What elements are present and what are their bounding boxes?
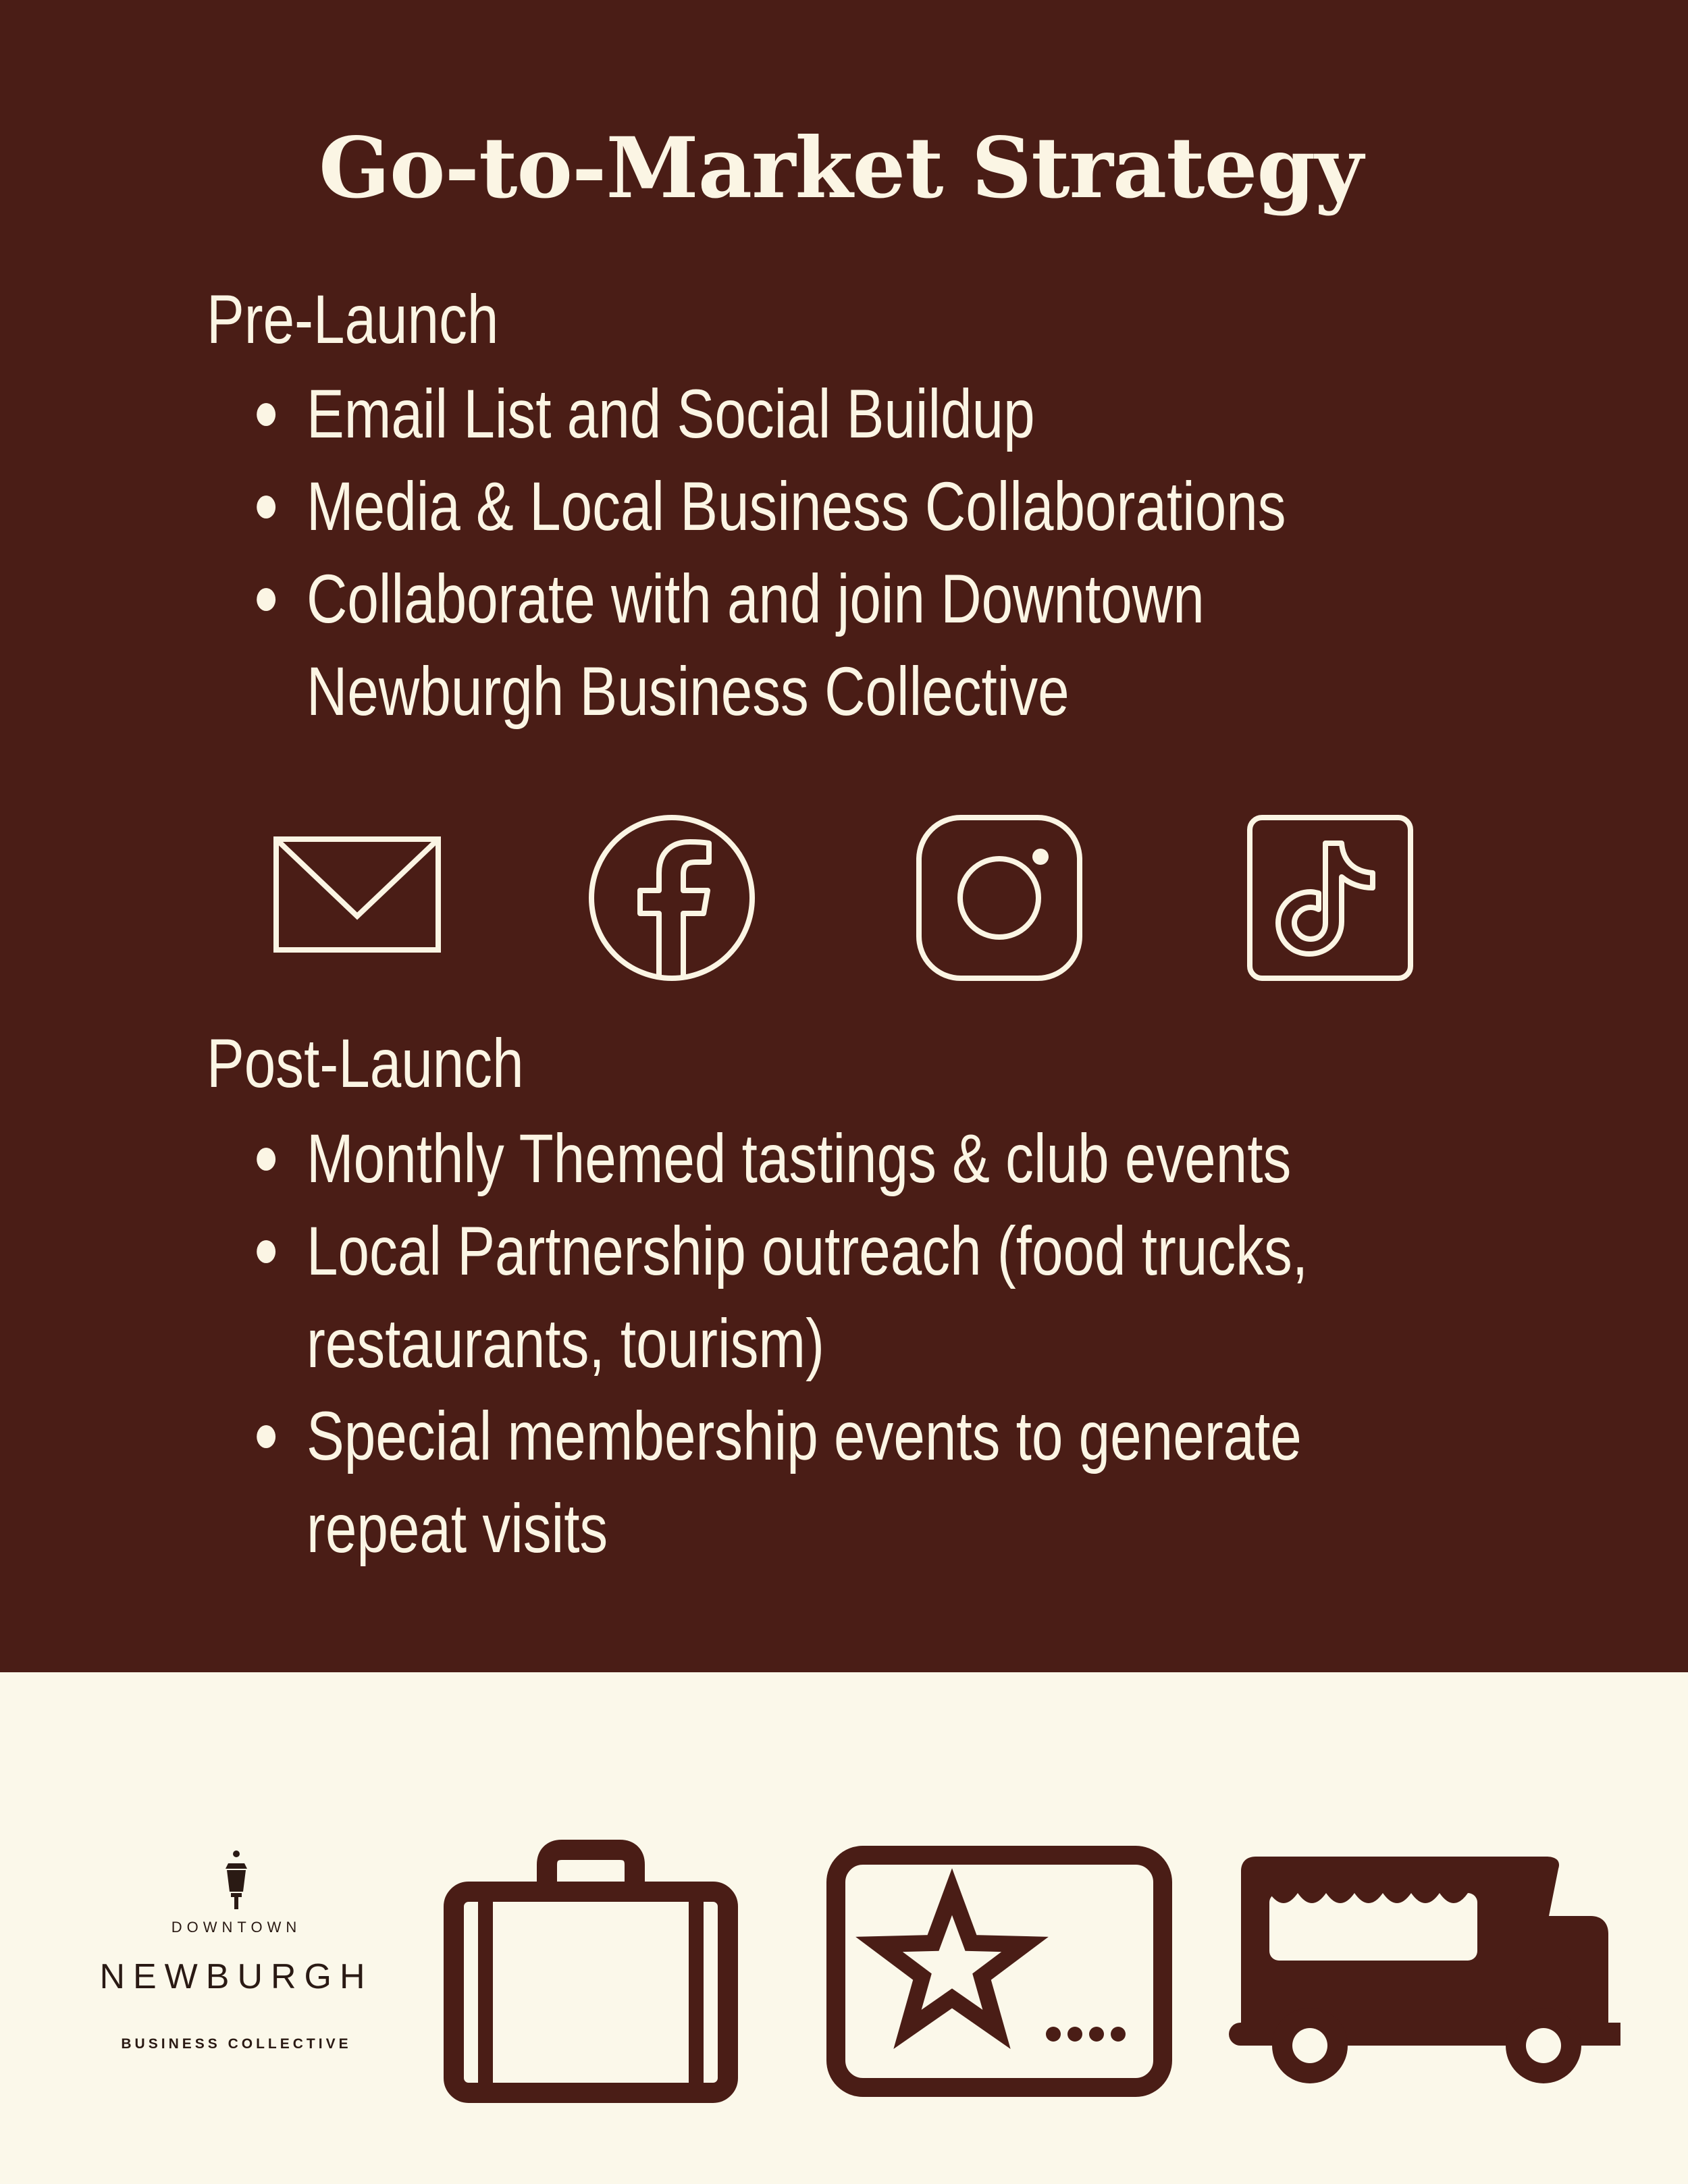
pre-launch-heading: Pre-Launch [207, 281, 499, 358]
logo-business-collective: BUSINESS COLLECTIVE [121, 2036, 352, 2052]
mail-icon [273, 834, 442, 955]
list-item: Local Partnership outreach (food trucks, restaurants, tourism) [251, 1205, 1442, 1390]
list-item: Media & Local Business Collaborations [251, 460, 1497, 553]
list-item: Special membership events to generate repeat visits [251, 1390, 1442, 1575]
list-item: Collaborate with and join Downtown Newburgh Business Collective [251, 553, 1359, 738]
logo-newburgh: NEWBURGH [99, 1957, 373, 1996]
instagram-icon [915, 814, 1084, 982]
page-title: Go-to-Market Strategy [319, 119, 1363, 217]
list-item: Monthly Themed tastings & club events [251, 1113, 1497, 1205]
pre-launch-list [251, 368, 1467, 738]
logo-downtown: DOWNTOWN [171, 1919, 302, 1936]
food-truck-icon [1229, 1843, 1620, 2100]
ticket-star-icon [824, 1843, 1175, 2100]
tiktok-icon [1246, 814, 1415, 982]
lamp-icon [216, 1850, 257, 1911]
newburgh-logo [95, 1843, 378, 2066]
briefcase-icon [439, 1836, 743, 2106]
post-launch-heading: Post-Launch [207, 1025, 524, 1102]
facebook-icon [587, 814, 756, 982]
list-item: Email List and Social Buildup [251, 368, 1497, 460]
post-launch-list [251, 1113, 1467, 1575]
